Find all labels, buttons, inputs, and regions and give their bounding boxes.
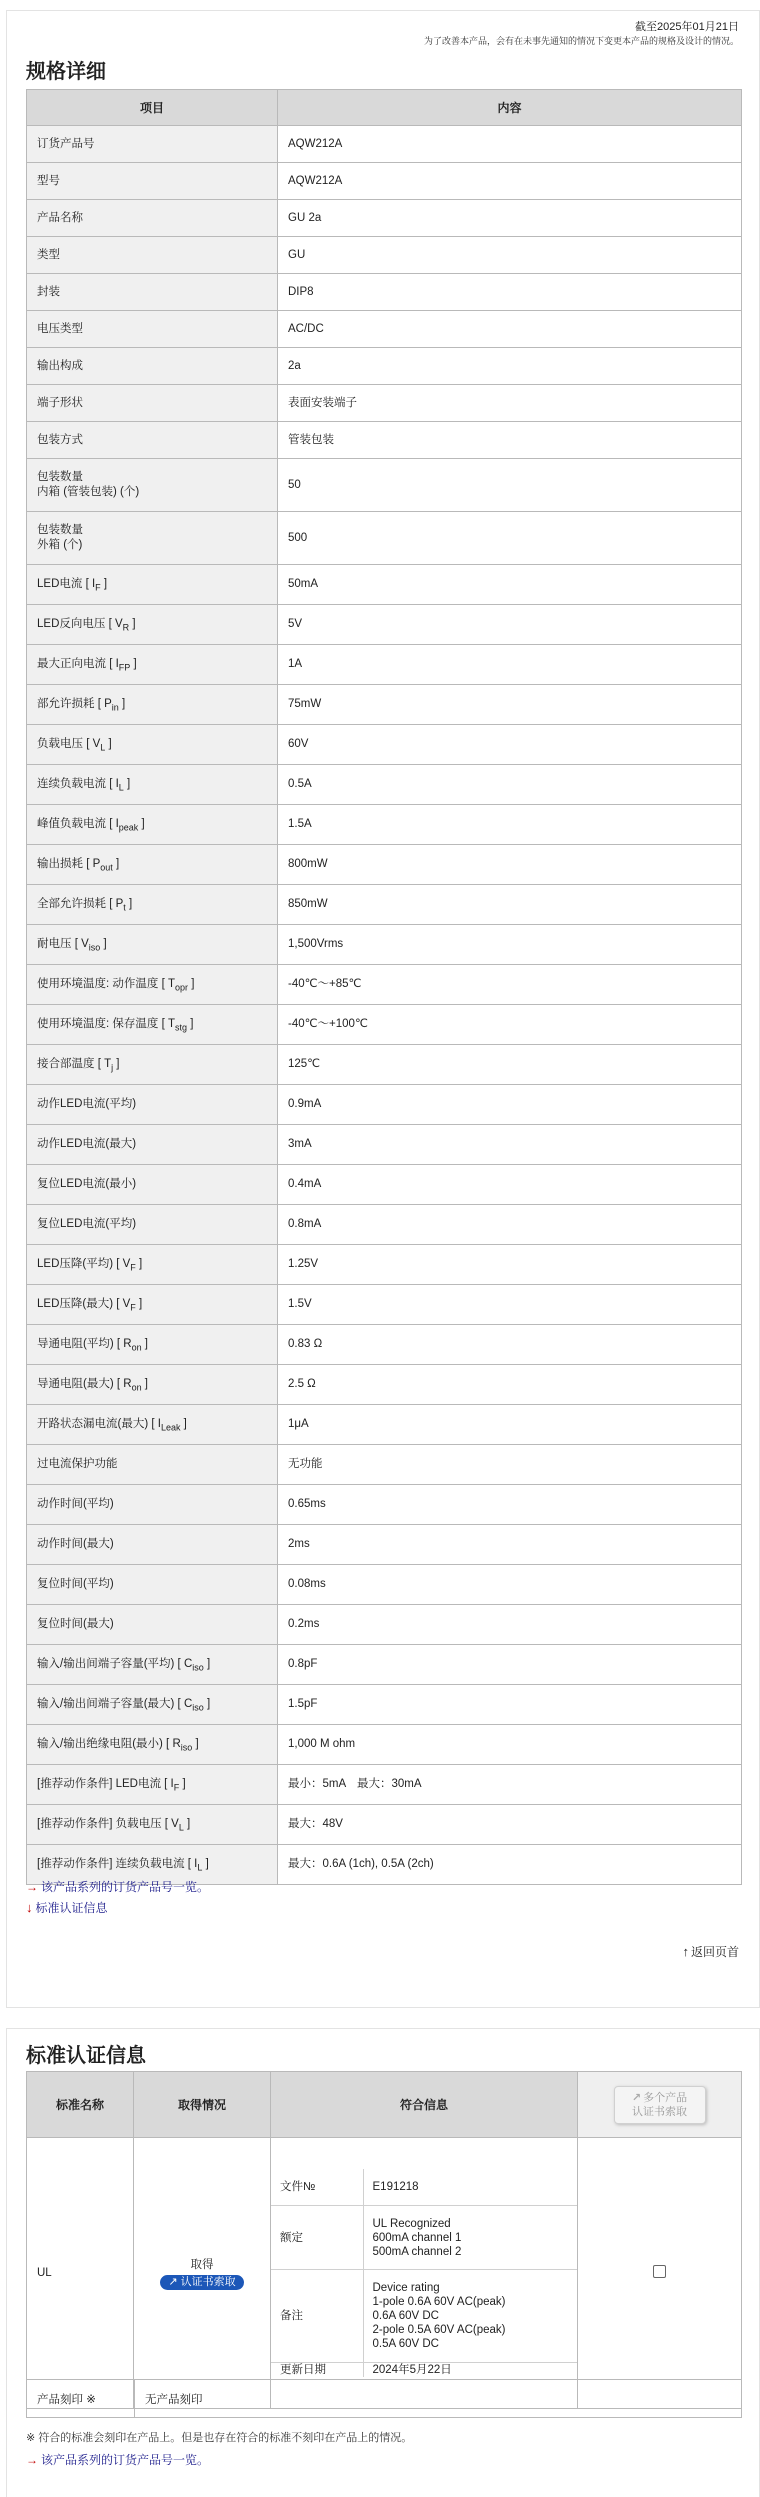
spec-value: 0.5A	[278, 765, 742, 805]
spec-key-tail: ]	[203, 1658, 211, 1670]
spec-value: 50	[278, 459, 742, 512]
spec-row	[27, 459, 742, 512]
spec-key	[27, 1285, 278, 1325]
back-to-top-link[interactable]	[682, 1943, 739, 1960]
status-cell	[134, 2138, 271, 2409]
spec-key-tail: ]	[183, 1818, 191, 1830]
cert-series-link-label: 该产品系列的订货产品号一览。	[41, 2453, 210, 2467]
cert-section	[6, 2028, 760, 2497]
spec-key-text: 包装数量	[37, 471, 83, 483]
spec-value: 最大：0.6A (1ch), 0.5A (2ch)	[278, 1845, 742, 1885]
spec-row	[27, 385, 742, 422]
spec-row	[27, 765, 742, 805]
spec-value: 125℃	[278, 1045, 742, 1085]
spec-key	[27, 605, 278, 645]
multi-btn-label-1: 多个产品	[643, 2091, 688, 2104]
spec-row	[27, 1605, 742, 1645]
spec-key-text: 接合部温度 [ T	[37, 1058, 112, 1070]
spec-key	[27, 565, 278, 605]
spec-key	[27, 1645, 278, 1685]
spec-key-subscript: iso	[180, 1742, 193, 1753]
spec-key-text: 最大正向电流 [ I	[37, 658, 119, 670]
spec-key	[27, 685, 278, 725]
spec-row	[27, 422, 742, 459]
spec-row	[27, 1565, 742, 1605]
info-table	[271, 2169, 577, 2378]
spec-value: -40℃～+100℃	[278, 1005, 742, 1045]
spec-key-subtext: 内箱 (管装包装) (个)	[37, 486, 140, 498]
spec-key-text: 输出构成	[37, 359, 83, 372]
spec-key-subscript: in	[111, 702, 119, 713]
select-cell	[578, 2138, 742, 2409]
spec-key	[27, 1325, 278, 1365]
spec-value: 1μA	[278, 1405, 742, 1445]
spec-key	[27, 1205, 278, 1245]
spec-row	[27, 1445, 742, 1485]
spec-key	[27, 845, 278, 885]
spec-value: 3mA	[278, 1125, 742, 1165]
spec-value: 2ms	[278, 1525, 742, 1565]
spec-key-subscript: FP	[118, 662, 131, 673]
spec-key-subscript: L	[178, 1822, 184, 1833]
spec-key-subscript: L	[197, 1862, 203, 1873]
spec-key	[27, 765, 278, 805]
arrow-up-right-icon: ↗	[631, 2091, 642, 2104]
spec-title: 规格详细	[26, 59, 106, 83]
cert-table	[26, 2071, 742, 2409]
spec-key-tail: ]	[118, 698, 126, 710]
multi-btn-label-2: 认证书索取	[632, 2105, 687, 2118]
spec-key-text: 负载电压 [ V	[37, 738, 101, 750]
spec-key	[27, 512, 278, 565]
spec-key-text: 复位时间(平均)	[37, 1578, 114, 1590]
standard-name: UL	[27, 2138, 134, 2409]
spec-key-text: 电压类型	[37, 322, 83, 335]
spec-key	[27, 1565, 278, 1605]
spec-row	[27, 237, 742, 274]
spec-row	[27, 200, 742, 237]
spec-value: 5V	[278, 605, 742, 645]
spec-row	[27, 1485, 742, 1525]
multi-cert-request-button[interactable]	[614, 2086, 706, 2124]
spec-key-text: 端子形状	[37, 396, 83, 409]
remarks-line: 0.6A 60V DC	[372, 2310, 439, 2323]
spec-key-text: 输入/输出间端子容量(最大) [ C	[37, 1698, 193, 1710]
spec-key-text: 复位LED电流(平均)	[37, 1218, 137, 1230]
spec-key	[27, 1525, 278, 1565]
spec-value: GU	[278, 237, 742, 274]
spec-key-subscript: iso	[192, 1662, 204, 1673]
spec-key-text: [推荐动作条件] LED电流 [ I	[37, 1778, 174, 1790]
rating-value	[363, 2206, 577, 2270]
spec-row	[27, 1725, 742, 1765]
rating-label: 额定	[271, 2206, 363, 2270]
cert-request-button[interactable]	[160, 2275, 243, 2290]
spec-row	[27, 565, 742, 605]
spec-key	[27, 200, 278, 237]
spec-key-text: LED电流 [ I	[37, 578, 96, 590]
spec-key-text: 动作LED电流(平均)	[37, 1098, 137, 1110]
spec-key-subscript: F	[95, 582, 101, 593]
spec-key	[27, 348, 278, 385]
spec-row	[27, 1645, 742, 1685]
spec-value: AC/DC	[278, 311, 742, 348]
spec-row	[27, 1285, 742, 1325]
spec-key-text: 部允许损耗 [ P	[37, 698, 112, 710]
spec-key-tail: ]	[125, 898, 133, 910]
spec-key-subscript: R	[122, 622, 130, 633]
spec-key-tail: ]	[187, 1018, 194, 1030]
spec-key	[27, 1085, 278, 1125]
arrow-right-icon: →	[26, 2453, 38, 2467]
arrow-up-icon: ↑	[682, 1944, 689, 1959]
spec-key-subscript: j	[111, 1062, 114, 1073]
remarks-line: Device rating	[372, 2282, 440, 2295]
spec-key-text: 产品名称	[37, 211, 83, 224]
spec-value: 1.5V	[278, 1285, 742, 1325]
spec-row	[27, 348, 742, 385]
col-content-header: 内容	[278, 90, 742, 126]
info-cell	[271, 2138, 578, 2409]
series-link-label: 该产品系列的订货产品号一览。	[41, 1880, 210, 1894]
spec-key-subscript: on	[131, 1342, 142, 1353]
spec-row	[27, 1085, 742, 1125]
cert-footnote: ※ 符合的标准会刻印在产品上。但是也存在符合的标准不刻印在产品上的情况。	[26, 2432, 413, 2444]
spec-key-tail: ]	[113, 1058, 120, 1070]
spec-row	[27, 1165, 742, 1205]
spec-value: 1,000 M ohm	[278, 1725, 742, 1765]
spec-key-text: 包装方式	[37, 433, 83, 446]
spec-key	[27, 1125, 278, 1165]
spec-key	[27, 459, 278, 512]
spec-key	[27, 1605, 278, 1645]
rating-line: 600mA channel 1	[372, 2231, 462, 2244]
series-link[interactable]	[26, 1878, 209, 1895]
spec-key-text: 连续负载电流 [ I	[37, 778, 119, 790]
date-note	[424, 20, 739, 48]
spec-key-text: 输出损耗 [ P	[37, 858, 101, 870]
spec-row	[27, 126, 742, 163]
spec-key	[27, 1685, 278, 1725]
spec-row	[27, 1685, 742, 1725]
spec-key-tail: ]	[123, 778, 131, 790]
spec-section	[6, 10, 760, 2008]
multi-header-cell	[578, 2072, 742, 2138]
spec-row	[27, 685, 742, 725]
spec-value: 0.8mA	[278, 1205, 742, 1245]
spec-key-subscript: t	[123, 902, 126, 913]
spec-key-text: 型号	[37, 174, 60, 187]
spec-key	[27, 422, 278, 459]
spec-value: 1,500Vrms	[278, 925, 742, 965]
spec-key-tail: ]	[112, 858, 120, 870]
spec-key-subscript: iso	[192, 1702, 204, 1713]
spec-key-subtext: 外箱 (个)	[37, 539, 83, 551]
spec-key-subscript: peak	[118, 822, 139, 833]
spec-value: 1.5pF	[278, 1685, 742, 1725]
remarks-value	[363, 2270, 577, 2363]
spec-row	[27, 1805, 742, 1845]
spec-key-text: 动作时间(最大)	[37, 1538, 114, 1550]
spec-value: GU 2a	[278, 200, 742, 237]
spec-value: 0.83 Ω	[278, 1325, 742, 1365]
arrow-up-right-icon: ↗	[168, 2275, 178, 2288]
spec-key-text: 封装	[37, 285, 60, 298]
spec-key-text: 过电流保护功能	[37, 1458, 118, 1470]
spec-key	[27, 1445, 278, 1485]
spec-key-text: LED压降(最大) [ V	[37, 1298, 131, 1310]
spec-key	[27, 274, 278, 311]
file-no-label: 文件№	[271, 2169, 363, 2206]
spec-row	[27, 274, 742, 311]
spec-key-tail: ]	[100, 938, 107, 950]
spec-key-text: LED压降(平均) [ V	[37, 1258, 131, 1270]
spec-key-text: 输入/输出绝缘电阻(最小) [ R	[37, 1738, 181, 1750]
spec-key-subscript: stg	[175, 1022, 188, 1033]
spec-key-text: 类型	[37, 248, 60, 261]
cert-title: 标准认证信息	[26, 2043, 146, 2067]
standard-link-label: 标准认证信息	[35, 1901, 108, 1915]
spec-key-text: 峰值负载电流 [ I	[37, 818, 119, 830]
spec-key	[27, 126, 278, 163]
spec-key-text: 动作时间(平均)	[37, 1498, 114, 1510]
spec-value: 500	[278, 512, 742, 565]
spec-key	[27, 163, 278, 200]
spec-key-text: 复位LED电流(最小)	[37, 1178, 137, 1190]
spec-value: 2.5 Ω	[278, 1365, 742, 1405]
spec-key-text: 导通电阻(平均) [ R	[37, 1338, 132, 1350]
spec-row	[27, 1765, 742, 1805]
spec-value: 1.25V	[278, 1245, 742, 1285]
spec-key-tail: ]	[141, 1338, 148, 1350]
file-no-value: E191218	[363, 2169, 577, 2206]
remarks-line: 0.5A 60V DC	[372, 2338, 439, 2351]
spec-value: 1A	[278, 645, 742, 685]
spec-key-text: 开路状态漏电流(最大) [ I	[37, 1418, 161, 1430]
spec-value: 无功能	[278, 1445, 742, 1485]
spec-key	[27, 645, 278, 685]
spec-row	[27, 1405, 742, 1445]
spec-key-text: 全部允许损耗 [ P	[37, 898, 124, 910]
spec-value: 最小：5mA 最大：30mA	[278, 1765, 742, 1805]
col-item-header: 项目	[27, 90, 278, 126]
spec-key-subscript: out	[100, 862, 113, 873]
spec-key-text: 动作LED电流(最大)	[37, 1138, 137, 1150]
spec-value: 管装包装	[278, 422, 742, 459]
spec-value: -40℃～+85℃	[278, 965, 742, 1005]
spec-key	[27, 1045, 278, 1085]
spec-row	[27, 1045, 742, 1085]
spec-key-subscript: Leak	[160, 1422, 181, 1433]
spec-key	[27, 1405, 278, 1445]
spec-key-tail: ]	[192, 1738, 199, 1750]
spec-key-text: [推荐动作条件] 负载电压 [ V	[37, 1818, 179, 1830]
updated-label: 更新日期	[271, 2363, 363, 2378]
spec-key-subscript: F	[173, 1782, 180, 1793]
spec-key	[27, 1765, 278, 1805]
spec-row	[27, 1325, 742, 1365]
spec-key-text: 使用环境温度: 动作温度 [ T	[37, 978, 175, 990]
spec-row	[27, 965, 742, 1005]
spec-value: 0.8pF	[278, 1645, 742, 1685]
spec-key-text: 导通电阻(最大) [ R	[37, 1378, 132, 1390]
spec-key-text: 订货产品号	[37, 137, 95, 150]
remarks-line: 1-pole 0.6A 60V AC(peak)	[372, 2296, 506, 2309]
spec-value: 60V	[278, 725, 742, 765]
spec-key-tail: ]	[141, 1378, 148, 1390]
standard-link[interactable]	[26, 1899, 108, 1916]
spec-key-subscript: L	[100, 742, 106, 753]
spec-key	[27, 1165, 278, 1205]
spec-key-tail: ]	[135, 1298, 143, 1310]
spec-key	[27, 311, 278, 348]
col-standard-name: 标准名称	[27, 2072, 134, 2138]
spec-key-tail: ]	[180, 1418, 187, 1430]
spec-key-text: 包装数量	[37, 524, 83, 536]
cert-request-label: 认证书索取	[180, 2275, 236, 2288]
spec-key	[27, 1805, 278, 1845]
spec-key-subscript: L	[118, 782, 124, 793]
spec-value: 0.08ms	[278, 1565, 742, 1605]
spec-value: 800mW	[278, 845, 742, 885]
spec-value: 2a	[278, 348, 742, 385]
spec-row	[27, 512, 742, 565]
arrow-down-icon: ↓	[26, 1900, 33, 1915]
spec-table	[26, 89, 742, 1885]
remarks-line: 2-pole 0.5A 60V AC(peak)	[372, 2324, 506, 2337]
back-to-top-label: 返回页首	[690, 1945, 739, 1959]
spec-key-tail: ]	[203, 1698, 211, 1710]
spec-row	[27, 925, 742, 965]
product-print-table	[26, 2379, 742, 2418]
spec-key-text: LED反向电压 [ V	[37, 618, 123, 630]
spec-row	[27, 1125, 742, 1165]
rating-line: UL Recognized	[372, 2217, 451, 2230]
spec-key	[27, 1005, 278, 1045]
spec-row	[27, 805, 742, 845]
spec-row	[27, 1245, 742, 1285]
spec-value: 75mW	[278, 685, 742, 725]
spec-row	[27, 845, 742, 885]
spec-row	[27, 1005, 742, 1045]
spec-value: 0.9mA	[278, 1085, 742, 1125]
col-status: 取得情况	[134, 2072, 271, 2138]
col-info: 符合信息	[271, 2072, 578, 2138]
spec-row	[27, 885, 742, 925]
spec-key	[27, 1245, 278, 1285]
spec-value: 850mW	[278, 885, 742, 925]
spec-key	[27, 725, 278, 765]
spec-row	[27, 1365, 742, 1405]
spec-value: 0.2ms	[278, 1605, 742, 1645]
spec-key-tail: ]	[129, 618, 136, 630]
product-print-label: 产品刻印 ※	[27, 2380, 135, 2418]
spec-key-text: 使用环境温度: 保存温度 [ T	[37, 1018, 175, 1030]
spec-key-tail: ]	[130, 658, 137, 670]
product-print-value: 无产品刻印	[135, 2380, 742, 2418]
spec-value: 0.65ms	[278, 1485, 742, 1525]
spec-key	[27, 965, 278, 1005]
arrow-right-icon: →	[26, 1880, 38, 1894]
spec-value: 最大：48V	[278, 1805, 742, 1845]
spec-value: 1.5A	[278, 805, 742, 845]
select-checkbox[interactable]	[653, 2265, 666, 2278]
spec-key-tail: ]	[105, 738, 112, 750]
spec-value: AQW212A	[278, 126, 742, 163]
spec-value: 50mA	[278, 565, 742, 605]
spec-key-text: 输入/输出间端子容量(平均) [ C	[37, 1658, 193, 1670]
spec-key-tail: ]	[100, 578, 108, 590]
spec-key	[27, 1485, 278, 1525]
spec-row	[27, 163, 742, 200]
spec-key-tail: ]	[179, 1778, 186, 1790]
spec-key-text: 复位时间(最大)	[37, 1618, 114, 1630]
spec-key-subscript: opr	[175, 982, 189, 993]
spec-key-subscript: on	[131, 1382, 142, 1393]
spec-row	[27, 645, 742, 685]
spec-key-text: [推荐动作条件] 连续负载电流 [ I	[37, 1858, 198, 1870]
spec-value: DIP8	[278, 274, 742, 311]
as-of-date: 截至2025年01月21日	[635, 21, 739, 33]
remarks-label: 备注	[271, 2270, 363, 2363]
spec-key-tail: ]	[138, 818, 145, 830]
spec-value: 表面安装端子	[278, 385, 742, 422]
spec-row	[27, 1205, 742, 1245]
status-text: 取得	[190, 2258, 214, 2271]
spec-row	[27, 605, 742, 645]
spec-key-subscript: iso	[88, 942, 101, 953]
spec-key-subscript: F	[130, 1302, 136, 1313]
spec-key-subscript: F	[130, 1262, 136, 1273]
spec-value: AQW212A	[278, 163, 742, 200]
rating-line: 500mA channel 2	[372, 2245, 462, 2258]
spec-row	[27, 311, 742, 348]
spec-key	[27, 805, 278, 845]
spec-row	[27, 725, 742, 765]
spec-row	[27, 1525, 742, 1565]
spec-key-tail: ]	[188, 978, 195, 990]
change-notice: 为了改善本产品，会有在未事先通知的情况下变更本产品的规格及设计的情况。	[423, 36, 739, 46]
spec-key	[27, 925, 278, 965]
cert-series-link[interactable]	[26, 2451, 209, 2468]
spec-key	[27, 885, 278, 925]
spec-value: 0.4mA	[278, 1165, 742, 1205]
spec-key-text: 耐电压 [ V	[37, 938, 89, 950]
spec-key	[27, 385, 278, 422]
spec-key-tail: ]	[135, 1258, 143, 1270]
spec-key	[27, 1725, 278, 1765]
spec-key	[27, 1365, 278, 1405]
updated-value: 2024年5月22日	[372, 2364, 452, 2377]
spec-key-tail: ]	[202, 1858, 209, 1870]
spec-key	[27, 237, 278, 274]
